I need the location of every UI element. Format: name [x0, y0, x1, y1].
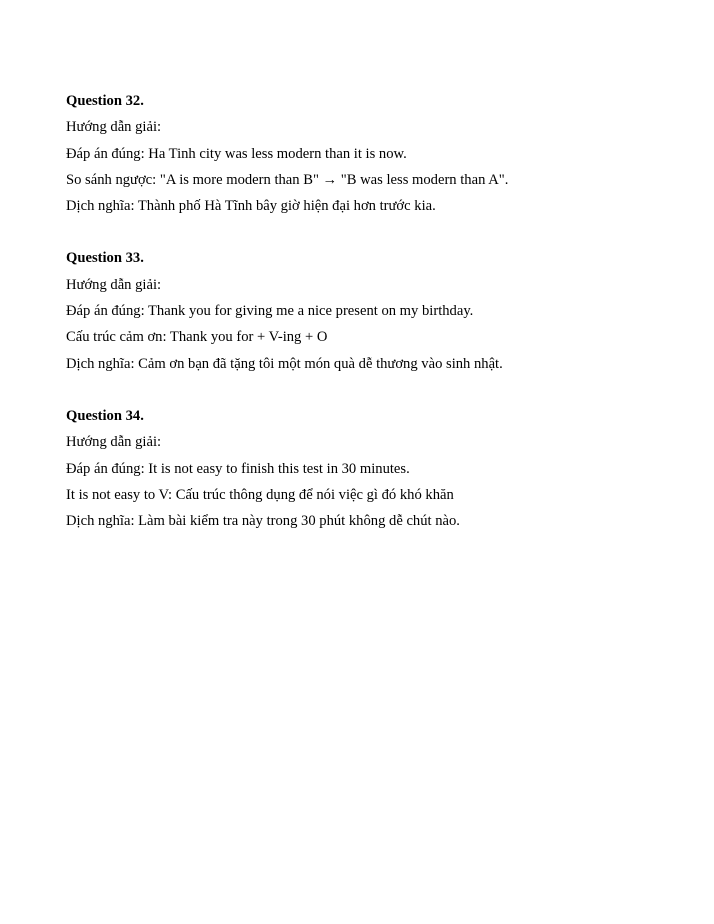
question-title: Question 32. — [66, 93, 144, 109]
solution-guide-label: Hướng dẫn giải: — [66, 119, 162, 136]
document-page — [66, 92, 666, 564]
grammar-note: It is not easy to V: Cấu trúc thông dụng để nói việc gì đó khó khăn — [66, 486, 454, 503]
correct-answer: Đáp án đúng: Ha Tinh city was less modern than it is now. — [66, 145, 407, 162]
question-33-section — [66, 249, 666, 380]
grammar-note: So sánh ngược: "A is more modern than B" → "B was less modern than A". — [66, 171, 509, 188]
question-34-section — [66, 407, 666, 538]
solution-guide-label: Hướng dẫn giải: — [66, 434, 162, 451]
question-title: Question 33. — [66, 250, 144, 267]
question-title: Question 34. — [66, 407, 144, 424]
solution-guide-label: Hướng dẫn giải: — [66, 276, 162, 293]
correct-answer: Đáp án đúng: Thank you for giving me a nice present on my birthday. — [66, 303, 474, 320]
question-32-section — [66, 92, 666, 223]
grammar-note: Cấu trúc cảm ơn: Thank you for + V-ing + O — [66, 329, 328, 346]
translation: Dịch nghĩa: Làm bài kiểm tra này trong 30 phút không dễ chút nào. — [66, 513, 460, 530]
translation: Dịch nghĩa: Cảm ơn bạn đã tặng tôi một món quà dễ thương vào sinh nhật. — [66, 355, 503, 372]
translation: Dịch nghĩa: Thành phố Hà Tĩnh bây giờ hiện đại hơn trước kia. — [66, 198, 436, 215]
correct-answer: Đáp án đúng: It is not easy to finish this test in 30 minutes. — [66, 460, 410, 477]
